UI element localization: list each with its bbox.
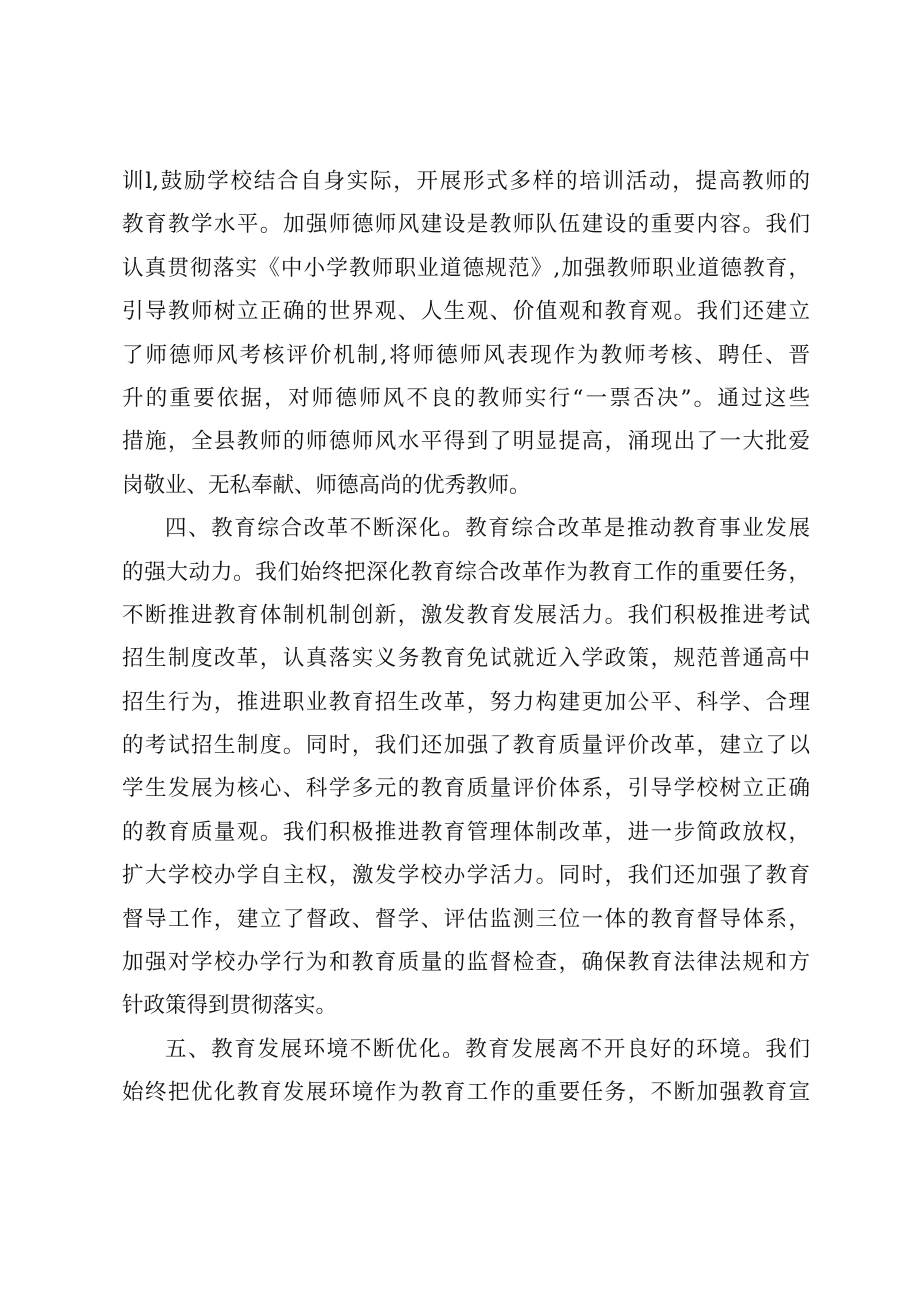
text-line: 的考试招生制度。同时，我们还加强了教育质量评价改革，建立了以 xyxy=(122,733,810,759)
text-line: 招生制度改革，认真落实义务教育免试就近入学政策，规范普通高中 xyxy=(122,646,810,672)
paragraph-start-line: 五、教育发展环境不断优化。教育发展离不开良好的环境。我们 xyxy=(165,1036,810,1062)
text-line: 加强对学校办学行为和教育质量的监督检查，确保教育法律法规和方 xyxy=(122,950,810,976)
text-line: 升的重要依据，对师德师风不良的教师实行“一票否决”。通过这些 xyxy=(122,385,810,411)
text-line: 学生发展为核心、科学多元的教育质量评价体系，引导学校树立正确 xyxy=(122,776,810,802)
body-text xyxy=(122,160,810,1115)
text-line: 始终把优化教育发展环境作为教育工作的重要任务，不断加强教育宣 xyxy=(122,1080,810,1106)
paragraph-start-line: 四、教育综合改革不断深化。教育综合改革是推动教育事业发展 xyxy=(165,516,810,542)
text-line: 引导教师树立正确的世界观、人生观、价值观和教育观。我们还建立 xyxy=(122,299,810,325)
text-line: 训l,鼓励学校结合自身实际，开展形式多样的培训活动，提高教师的 xyxy=(122,169,810,194)
text-line: 了师德师风考核评价机制,将师德师风表现作为教师考核、聘任、晋 xyxy=(122,342,810,368)
text-line: 的教育质量观。我们积极推进教育管理体制改革，进一步简政放权， xyxy=(122,819,810,845)
text-line: 招生行为，推进职业教育招生改革，努力构建更加公平、科学、合理 xyxy=(122,689,810,715)
text-line: 措施，全县教师的师德师风水平得到了明显提高，涌现出了一大批爱 xyxy=(122,429,810,455)
text-line: 扩大学校办学自主权，激发学校办学活力。同时，我们还加强了教育 xyxy=(122,863,810,889)
text-line: 认真贯彻落实《中小学教师职业道德规范》,加强教师职业道德教育， xyxy=(122,255,810,281)
text-line: 教育教学水平。加强师德师风建设是教师队伍建设的重要内容。我们 xyxy=(122,212,810,238)
text-line: 不断推进教育体制机制创新，激发教育发展活力。我们积极推进考试 xyxy=(122,602,810,628)
text-line: 的强大动力。我们始终把深化教育综合改革作为教育工作的重要任务， xyxy=(122,559,810,585)
text-line: 岗敬业、无私奉献、师德高尚的优秀教师。 xyxy=(122,472,531,498)
text-line: 督导工作，建立了督政、督学、评估监测三位一体的教育督导体系， xyxy=(122,906,810,932)
text-line: 针政策得到贯彻落实。 xyxy=(122,993,338,1019)
